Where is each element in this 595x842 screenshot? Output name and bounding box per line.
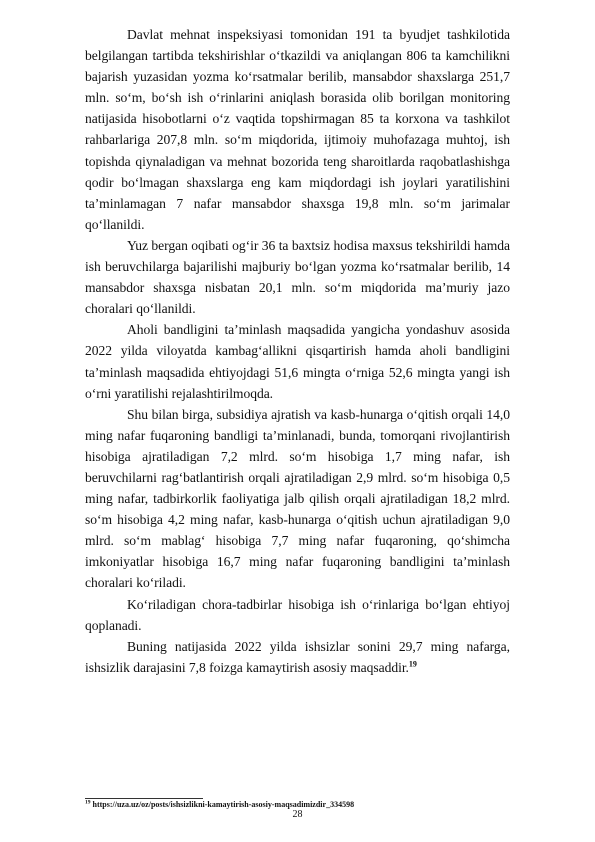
paragraph-unemployment-goal <box>85 636 510 678</box>
page-number: 28 <box>292 809 303 820</box>
footnote-number: 19 <box>85 799 91 806</box>
footnote-divider <box>85 798 203 799</box>
footnote-reference[interactable]: 19 <box>408 659 417 669</box>
paragraph-job-demand: Ko‘riladigan chora-tadbirlar hisobiga ish o‘rinlariga bo‘lgan ehtiyoj qoplanadi. <box>85 596 510 633</box>
paragraph-subsidy-measures: Shu bilan birga, subsidiya ajratish va kasb-hunarga o‘qitish orqali 14,0 ming nafar fuqaroning bandligi ta’minlanadi, bunda, tomorqani rivojlantirish hisobiga ajratiladigan 7,2 mlrd. so‘m hisobiga 1,7 ming nafar, ish beruvchilarni rag‘batlantirish orqali ajratiladigan 2,9 mlrd. so‘m hisobiga 0,5 ming nafar, tadbirkorlik faoliyatiga jalb qilish orqali ajratiladigan 18,2 mlrd. so‘m hisobiga 4,2 ming nafar, kasb-hunarga o‘qitish uchun ajratiladigan 9,0 mlrd. so‘m mablag‘ hisobiga 7,7 ming nafar fuqaroning, qo‘shimcha imkoniyatlar hisobiga 16,7 ming nafar fuqaroning bandligini ta’minlash choralari ko‘riladi. <box>85 406 510 591</box>
paragraph-employment-plan: Aholi bandligini ta’minlash maqsadida yangicha yondashuv asosida 2022 yilda viloyatda kambag‘allikni qisqartirish hamda aholi bandligini ta’minlash maqsadida ehtiyojdagi 51,6 mingta o‘rniga 52,6 mingta yangi ish o‘rni yaratilishi rejalashtirilmoqda. <box>85 322 510 401</box>
paragraph-inspection-results: Davlat mehnat inspeksiyasi tomonidan 191 ta byudjet tashkilotida belgilangan tartibda tekshirishlar o‘tkazildi va aniqlangan 806 ta kamchilikni bajarish yuzasidan yozma ko‘rsatmalar berilib, mansabdor shaxslarga 251,7 mln. so‘m, bo‘sh ish o‘rinlarini aniqlash borasida olib borilgan monitoring natijasida hisobotlarni o‘z vaqtida topshirmagan 85 ta korxona va tashkilot rahbarlariga 207,8 mln. so‘m miqdorida, ijtimoiy muhofazaga muhtoj, ish topishda qiynaladigan va mehnat bozorida teng sharoitlarda raqobatlashishga qodir bo‘lmagan shaxslarga eng kam miqdordagi ish joylari yaratilishini ta’minlamagan 7 nafar mansabdor shaxsga 19,8 mln. so‘m jarimalar qo‘llanildi. <box>85 27 510 232</box>
body-text <box>85 24 510 678</box>
footnote-url[interactable]: https://uza.uz/oz/posts/ishsizlikni-kamaytirish-asosiy-maqsadimizdir_334598 <box>90 800 355 809</box>
paragraph-accident-investigations: Yuz bergan oqibati og‘ir 36 ta baxtsiz hodisa maxsus tekshirildi hamda ish beruvchilarga bajarilishi majburiy bo‘lgan yozma ko‘rsatmalar berilib, 14 mansabdor shaxsga nisbatan 20,1 mln. so‘m miqdorida ma’muriy jazo choralari qo‘llanildi. <box>85 237 510 317</box>
paragraph-unemployment-goal-text: Buning natijasida 2022 yilda ishsizlar sonini 29,7 ming nafarga, ishsizlik darajasini 7,8 foizga kamaytirish asosiy maqsaddir. <box>85 638 510 675</box>
